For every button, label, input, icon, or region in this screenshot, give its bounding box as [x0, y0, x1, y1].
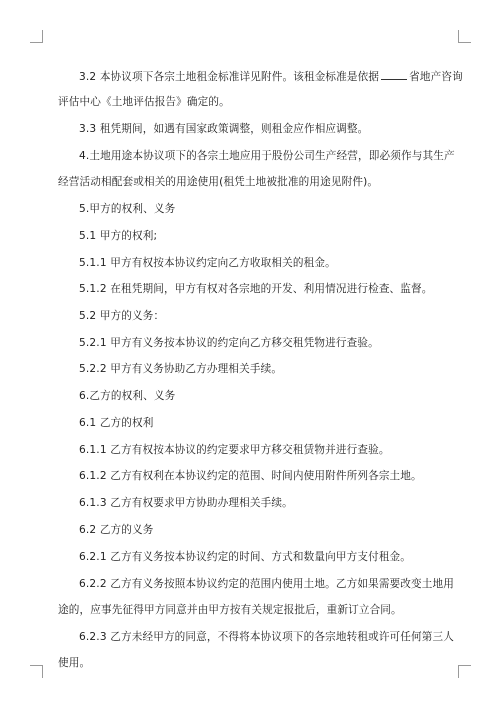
crop-mark-bottom-right [458, 665, 471, 678]
clause-5-1-2: 5.1.2 在租凭期间，甲方有权对各宗地的开发、利用情况进行检查、监督。 [79, 283, 433, 295]
clause-6-2-3-line-1: 6.2.3 乙方未经甲方的同意，不得将本协议项下的各宗地转租或许可任何第三人 [79, 631, 455, 643]
section-5-heading: 5.甲方的权利、义务 [79, 203, 176, 215]
clause-4-line-2: 经营活动相配套或相关的用途使用(租凭土地被批准的用途见附件)。 [58, 176, 379, 188]
crop-mark-bottom-left [30, 665, 43, 678]
clause-6-2-2-line-1: 6.2.2 乙方有义务按照本协议约定的范围内使用土地。乙方如果需要改变土地用 [79, 578, 455, 590]
clause-6-1-2: 6.1.2 乙方有权利在本协议约定的范围、时间内使用附件所列各宗土地。 [79, 470, 422, 482]
clause-3-2-line-1 [79, 69, 463, 84]
clause-6-1-3: 6.1.3 乙方有权要求甲方协助办理相关手续。 [79, 497, 293, 509]
clause-6-1: 6.1 乙方的权利 [79, 417, 154, 429]
clause-5-1: 5.1 甲方的权利; [79, 230, 158, 242]
crop-mark-top-left [30, 30, 43, 43]
clause-6-2-2-line-2: 途的，应事先征得甲方同意并由甲方按有关规定报批后，重新订立合同。 [58, 604, 402, 616]
fill-in-blank [381, 69, 407, 80]
clause-6-2-3-line-2: 使用。 [58, 657, 91, 669]
clause-6-1-1: 6.1.1 乙方有权按本协议的约定要求甲方移交租赁物并进行查验。 [79, 444, 390, 456]
clause-3-2-text: 3.2 本协议项下各宗土地租金标准详见附件。该租金标准是依据 [79, 71, 380, 83]
clause-3-3: 3.3 租凭期间，如遇有国家政策调整，则租金应作相应调整。 [79, 123, 369, 135]
clause-5-2-2: 5.2.2 甲方有义务协助乙方办理相关手续。 [79, 363, 283, 375]
clause-5-2: 5.2 甲方的义务： [79, 310, 165, 322]
clause-3-2-line-2: 评估中心《土地评估报告》确定的。 [58, 96, 230, 108]
clause-3-2-text-cont: 省地产咨询 [409, 71, 463, 83]
section-6-heading: 6.乙方的权利、义务 [79, 390, 176, 402]
clause-4-line-1: 4.土地用途本协议项下的各宗土地应用于股份公司生产经营，即必须作与其生产 [79, 150, 455, 162]
clause-6-2: 6.2 乙方的义务 [79, 524, 154, 536]
clause-5-1-1: 5.1.1 甲方有权按本协议约定向乙方收取相关的租金。 [79, 257, 336, 269]
crop-mark-top-right [458, 30, 471, 43]
clause-5-2-1: 5.2.1 甲方有义务按本协议的约定向乙方移交租凭物进行查验。 [79, 337, 379, 349]
clause-6-2-1: 6.2.1 乙方有义务按本协议约定的时间、方式和数量向甲方支付租金。 [79, 551, 412, 563]
